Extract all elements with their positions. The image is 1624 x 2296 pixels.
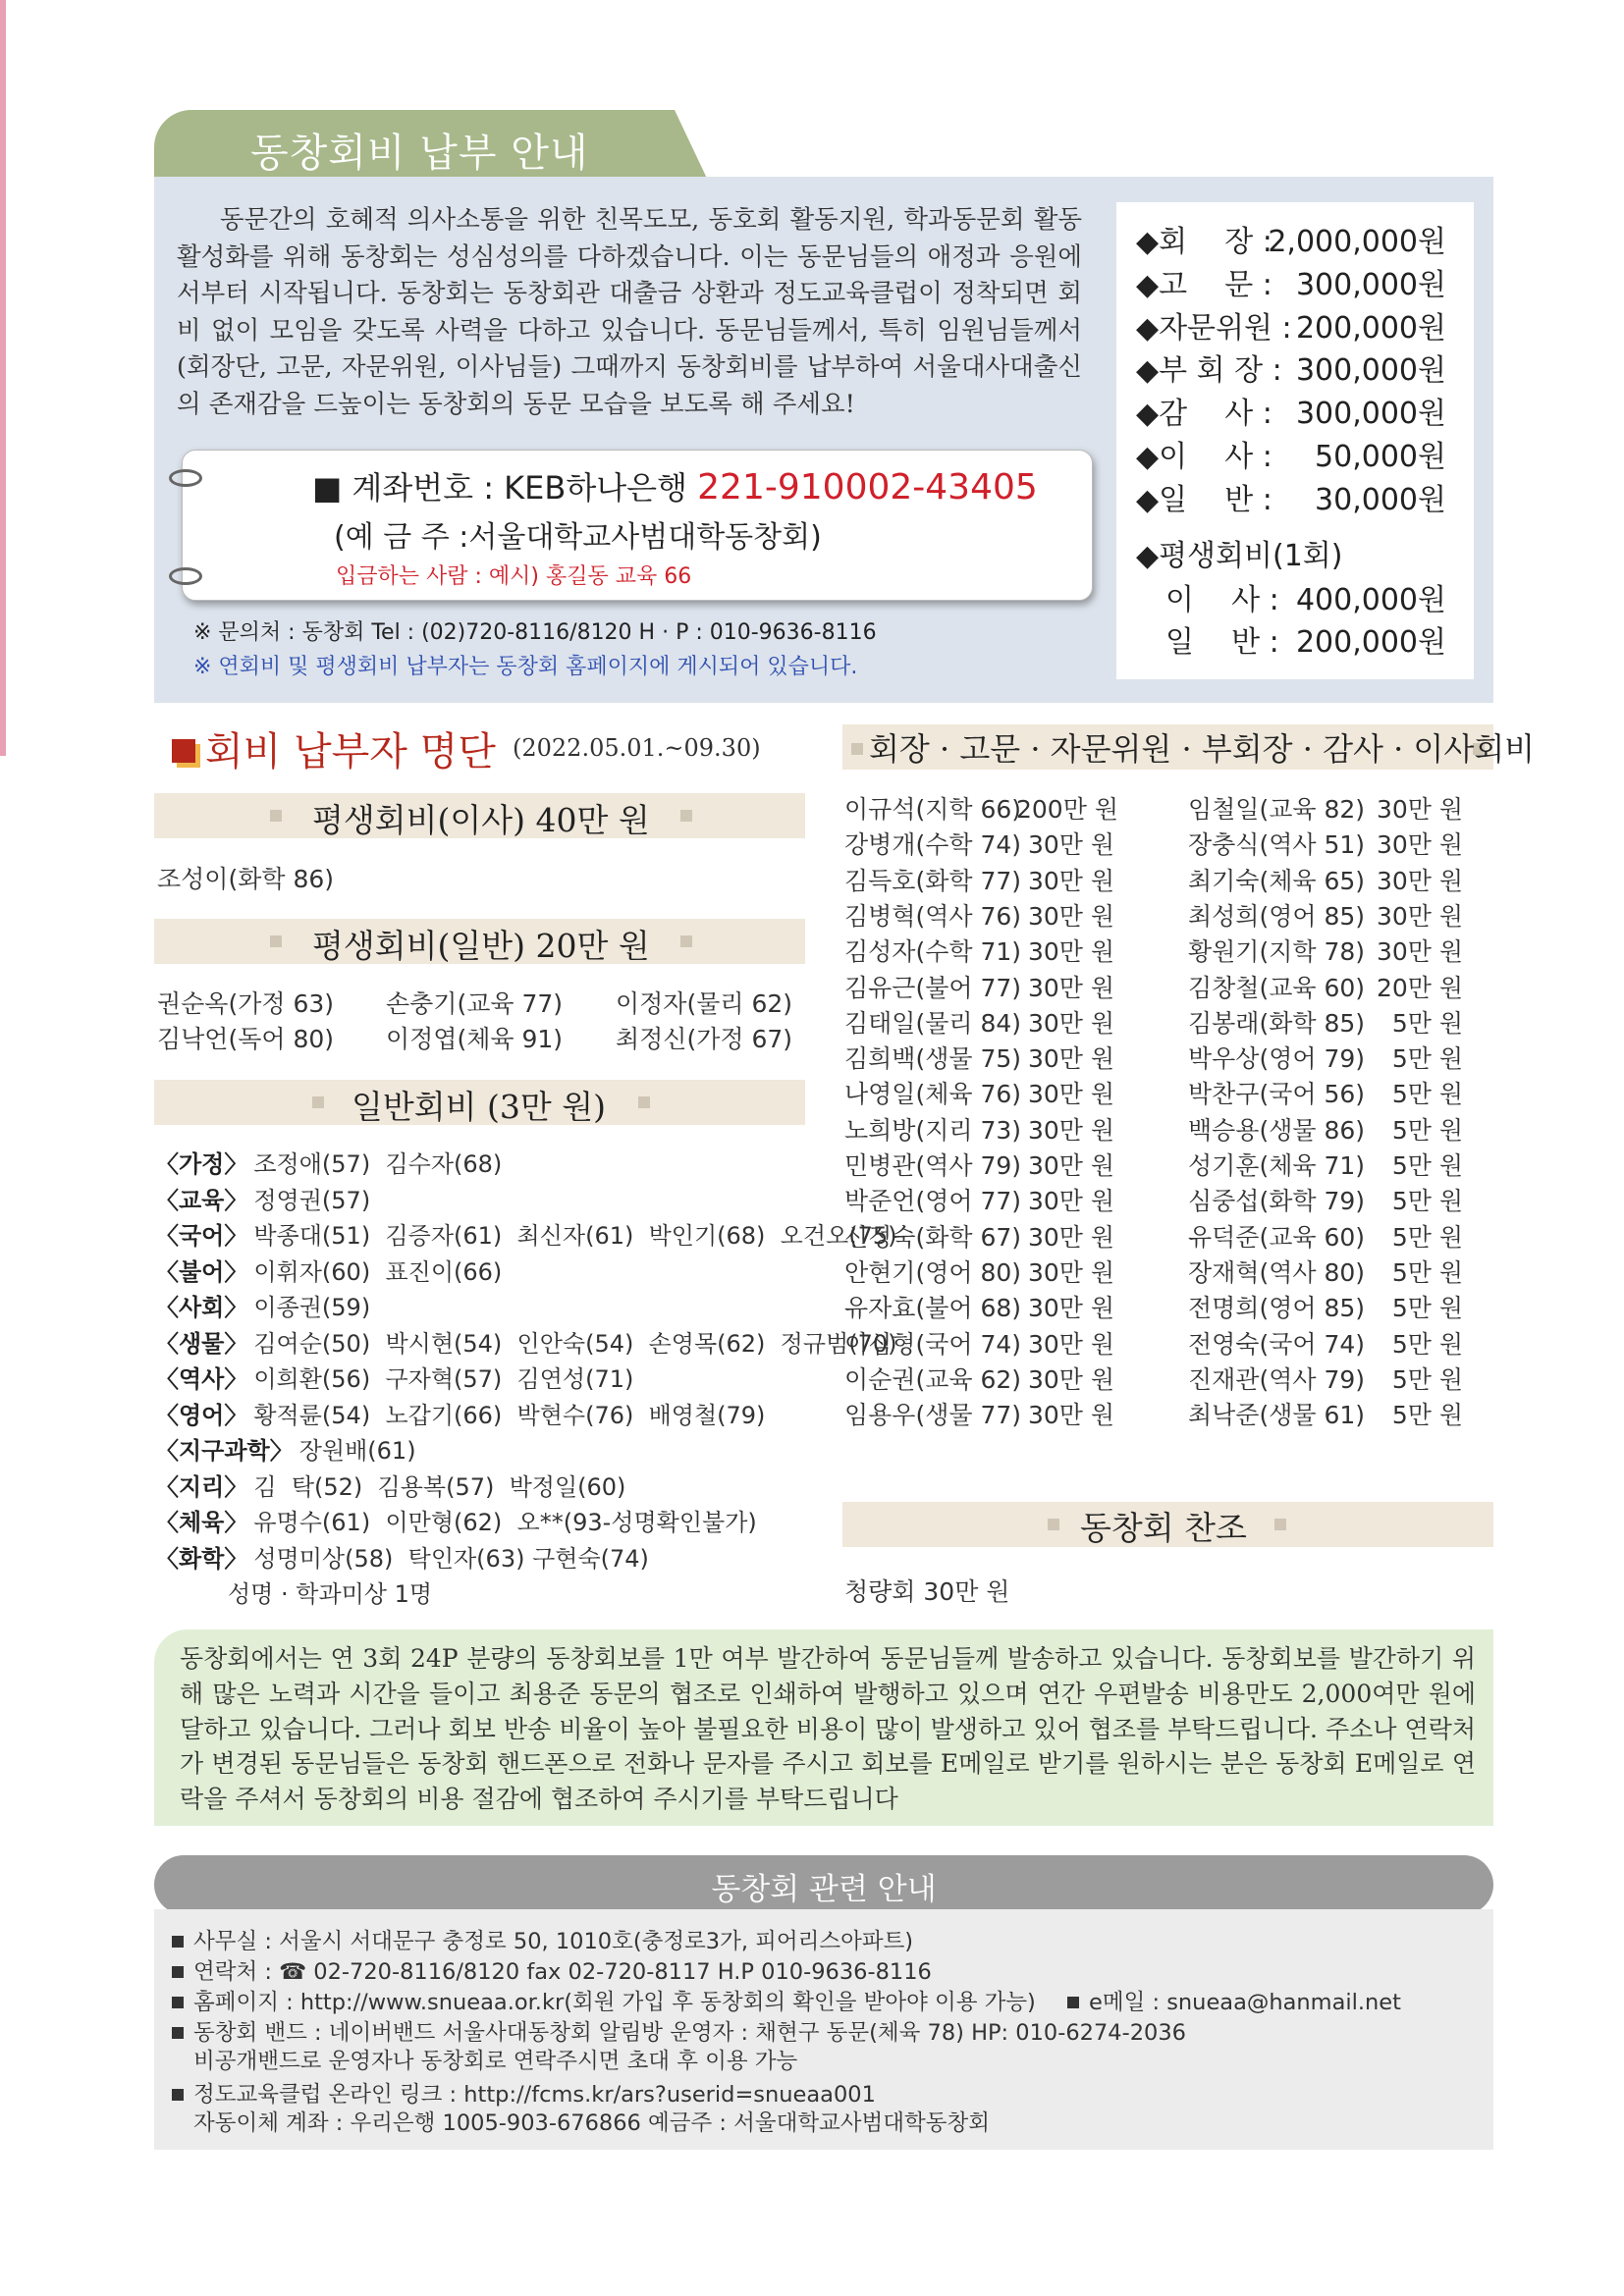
dept-label: 〈체육〉 xyxy=(155,1509,248,1536)
officer-name: 백승용(생물 86) xyxy=(1188,1115,1366,1145)
donor-name: 최정신(가정 67) xyxy=(616,1025,793,1053)
officer-name: 김태일(물리 84) xyxy=(844,1008,1022,1038)
officer-name: 김봉래(화학 85) xyxy=(1188,1008,1366,1038)
fee-label: ◆고 문 : xyxy=(1136,268,1272,302)
fee-label: 일 반 : xyxy=(1165,625,1279,660)
info-office: 사무실 : 서울시 서대문구 충정로 50, 1010호(충정로3가, 피어리스아파트) xyxy=(172,1924,913,1955)
account-holder: (예 금 주 :서울대학교사범대학동창회) xyxy=(334,520,822,555)
officer-name: 강병개(수학 74) xyxy=(844,830,1022,860)
dept-names: 김여순(50) 박시현(54) 인안숙(54) 손영목(62) 정규범(70) xyxy=(253,1329,897,1358)
fee-row xyxy=(1136,480,1470,521)
dept-names: 김 탁(52) 김용복(57) 박정일(60) xyxy=(253,1472,626,1501)
general-row xyxy=(155,1253,502,1287)
officer-name: 노희방(지리 73) xyxy=(844,1115,1022,1145)
general-row xyxy=(155,1396,765,1430)
donor-name: 김낙언(독어 80) xyxy=(157,1025,335,1053)
officer-amount: 5만 원 xyxy=(1391,1151,1463,1180)
payer-note: 입금하는 사람 : 예시) 홍길동 교육 66 xyxy=(336,564,692,589)
officer-amount: 5만 원 xyxy=(1391,1364,1463,1394)
fee-value: 300,000원 xyxy=(1295,353,1446,388)
life-director-title: 평생회비(이사) 40만 원 xyxy=(312,801,650,839)
officer-amount: 5만 원 xyxy=(1391,1294,1463,1323)
dept-label: 〈생물〉 xyxy=(155,1329,248,1358)
officer-name: 박우상(영어 79) xyxy=(1188,1044,1366,1074)
dept-label: 〈사회〉 xyxy=(155,1294,248,1321)
fee-row xyxy=(1136,308,1470,349)
band-bullet-icon xyxy=(680,810,692,822)
officer-name: 김창철(교육 60) xyxy=(1188,973,1366,1002)
officers-title: 회장 · 고문 · 자문위원 · 부회장 · 감사 · 이사회비 xyxy=(869,730,1536,768)
dept-label: 〈불어〉 xyxy=(155,1257,248,1286)
officer-amount: 30만 원 xyxy=(1027,1151,1114,1180)
officer-amount: 30만 원 xyxy=(1027,1294,1114,1323)
dept-label: 〈국어〉 xyxy=(155,1222,248,1250)
dept-label: 〈지구과학〉 xyxy=(155,1437,294,1465)
notice-line: ※ 연회비 및 평생회비 납부자는 동창회 홈페이지에 게시되어 있습니다. xyxy=(193,655,858,679)
fee-row xyxy=(1136,222,1470,263)
officer-amount: 30만 원 xyxy=(1027,901,1114,931)
officer-name: 김유근(불어 77) xyxy=(844,973,1022,1002)
general-row xyxy=(155,1181,370,1215)
band-bullet-icon xyxy=(312,1096,324,1108)
officer-amount: 20만 원 xyxy=(1376,973,1463,1002)
donor-period: (2022.05.01.~09.30) xyxy=(513,734,761,762)
dept-names: 조정애(57) 김수자(68) xyxy=(253,1150,503,1178)
dept-names: 박종대(51) 김증자(61) 최신자(61) 박인기(68) 오건오(75) xyxy=(253,1222,897,1250)
info-phone: 연락처 : ☎ 02-720-8116/8120 fax 02-720-8117 H.P 010-9636-8116 xyxy=(172,1954,932,1986)
officer-amount: 5만 원 xyxy=(1391,1187,1463,1216)
fee-value: 300,000원 xyxy=(1295,397,1446,431)
officer-name: 김성자(수학 71) xyxy=(844,937,1022,967)
dept-names: 이희환(56) 구자혁(57) 김연성(71) xyxy=(253,1365,634,1393)
fee-value: 50,000원 xyxy=(1315,440,1446,474)
officer-name: 전영숙(국어 74) xyxy=(1188,1329,1366,1359)
officer-amount: 30만 원 xyxy=(1027,866,1114,895)
band-bullet-icon xyxy=(680,935,692,947)
officer-name: 신정숙(화학 67) xyxy=(844,1222,1022,1252)
info-band-note: 비공개밴드로 운영자나 동창회로 연락주시면 초대 후 이용 가능 xyxy=(193,2049,798,2074)
dept-names: 성명미상(58) 탁인자(63) 구현숙(74) xyxy=(253,1544,649,1573)
sponsor-line: 청량회 30만 원 xyxy=(844,1577,1010,1606)
officer-amount: 30만 원 xyxy=(1027,1364,1114,1394)
band-bullet-icon xyxy=(270,935,282,947)
fee-value: 300,000원 xyxy=(1295,268,1446,302)
general-row xyxy=(155,1324,897,1359)
officer-amount: 5만 원 xyxy=(1391,1008,1463,1038)
fee-value: 200,000원 xyxy=(1295,625,1446,660)
officer-amount: 30만 원 xyxy=(1027,973,1114,1002)
info-email: e메일 : snueaa@hanmail.net xyxy=(1067,1985,1401,2016)
officer-name: 이규석(지학 66) xyxy=(844,795,1022,824)
donor-name: 이정자(물리 62) xyxy=(616,989,793,1018)
officer-amount: 30만 원 xyxy=(1027,1401,1114,1430)
officer-name: 이심형(국어 74) xyxy=(844,1329,1022,1359)
newsletter-notice: 동창회에서는 연 3회 24P 분량의 동창회보를 1만 여부 발간하여 동문님들께 발송하고 있습니다. 동창회보를 발간하기 위해 많은 노력과 시간을 들이고 최용준 동문의 협조로 인쇄하여 발행하고 있으며 연간 우편발송 비용만도 2,000여만 원에 달하고 있습니다. 그러나 회보 반송 비율이 높아 불필요한 비용이 많이 발생하고 있어 협조를 부탁드립니다. 주소나 연락처가 변경된 동문님들은 동창회 핸드폰으로 전화나 문자를 주시고 회보를 E메일로 받기를 원하시는 분은 동창회 E메일로 연락을 주셔서 동창회의 비용 절감에 협조하여 주시기를 부탁드립니다 xyxy=(180,1644,1476,1814)
dept-names: 황적륜(54) 노갑기(66) 박현수(76) 배영철(79) xyxy=(253,1401,766,1429)
officer-name: 김희백(생물 75) xyxy=(844,1044,1022,1074)
officer-name: 최기숙(체육 65) xyxy=(1188,866,1366,895)
fee-value: 200,000원 xyxy=(1295,311,1446,346)
officer-name: 이순권(교육 62) xyxy=(844,1364,1022,1394)
fee-label: ◆회 장 : xyxy=(1136,225,1272,259)
officer-name: 나영일(체육 76) xyxy=(844,1080,1022,1109)
contact-line: ※ 문의처 : 동창회 Tel : (02)720-8116/8120 H · P : 010-9636-8116 xyxy=(193,620,877,645)
officer-name: 유덕준(교육 60) xyxy=(1188,1222,1366,1252)
fee-row xyxy=(1136,265,1470,306)
officer-amount: 30만 원 xyxy=(1027,1222,1114,1252)
officer-amount: 30만 원 xyxy=(1376,830,1463,860)
officer-amount: 200만 원 xyxy=(1016,795,1118,824)
lifetime-title: ◆평생회비(1회) xyxy=(1136,539,1343,573)
fee-value: 400,000원 xyxy=(1295,583,1446,617)
officer-name: 박찬구(국어 56) xyxy=(1188,1080,1366,1109)
officer-name: 장재혁(역사 80) xyxy=(1188,1257,1366,1287)
dept-names: 성명 · 학과미상 1명 xyxy=(228,1580,433,1608)
dept-names: 이휘자(60) 표진이(66) xyxy=(253,1257,503,1286)
officer-name: 박준언(영어 77) xyxy=(844,1187,1022,1216)
officer-name: 유자효(불어 68) xyxy=(844,1294,1022,1323)
fee-value: 30,000원 xyxy=(1315,483,1446,517)
officer-amount: 5만 원 xyxy=(1391,1044,1463,1074)
officer-name: 민병관(역사 79) xyxy=(844,1151,1022,1180)
dept-label: 〈교육〉 xyxy=(155,1186,248,1214)
officer-amount: 30만 원 xyxy=(1027,1187,1114,1216)
officer-name: 황원기(지학 78) xyxy=(1188,937,1366,967)
dept-names: 유명수(61) 이만형(62) 오**(93-성명확인불가) xyxy=(253,1509,757,1536)
account-label: ■ 계좌번호 : KEB하나은행 xyxy=(312,469,687,507)
general-title: 일반회비 (3만 원) xyxy=(352,1088,606,1126)
info-title: 동창회 관련 안내 xyxy=(711,1872,937,1907)
officer-amount: 30만 원 xyxy=(1027,1044,1114,1074)
band-bullet-icon xyxy=(270,810,282,822)
officer-amount: 5만 원 xyxy=(1391,1257,1463,1287)
officer-amount: 30만 원 xyxy=(1027,1257,1114,1287)
officer-amount: 30만 원 xyxy=(1376,901,1463,931)
donor-name: 조성이(화학 86) xyxy=(157,865,335,893)
account-line xyxy=(312,463,1038,508)
section-title: 동창회비 납부 안내 xyxy=(250,131,589,176)
donor-name: 권순옥(가정 63) xyxy=(157,989,335,1018)
officer-amount: 30만 원 xyxy=(1027,1008,1114,1038)
account-number: 221-910002-43405 xyxy=(697,467,1038,507)
binder-ring-icon xyxy=(169,567,202,585)
officer-amount: 30만 원 xyxy=(1027,1080,1114,1109)
officer-amount: 5만 원 xyxy=(1391,1329,1463,1359)
fee-row xyxy=(1136,350,1470,392)
fee-label: ◆감 사 : xyxy=(1136,397,1272,431)
officer-amount: 5만 원 xyxy=(1391,1115,1463,1145)
fee-label: 이 사 : xyxy=(1165,583,1279,617)
square-bullet-icon xyxy=(172,739,195,763)
general-row xyxy=(155,1468,625,1502)
officer-amount: 30만 원 xyxy=(1027,830,1114,860)
general-row xyxy=(155,1431,416,1466)
fee-label: ◆일 반 : xyxy=(1136,483,1272,517)
fee-row xyxy=(1136,394,1470,435)
general-row xyxy=(155,1503,757,1537)
general-row xyxy=(155,1145,502,1179)
donor-title: 회비 납부자 명단 xyxy=(172,721,496,776)
dept-label: 〈지리〉 xyxy=(155,1472,248,1501)
fee-label: ◆부 회 장 : xyxy=(1136,353,1282,388)
general-row xyxy=(155,1360,633,1394)
dept-label: 〈역사〉 xyxy=(155,1365,248,1393)
officer-amount: 30만 원 xyxy=(1027,1115,1114,1145)
officer-amount: 30만 원 xyxy=(1376,937,1463,967)
officer-amount: 5만 원 xyxy=(1391,1401,1463,1430)
info-header xyxy=(154,1855,1493,1914)
officer-name: 안현기(영어 80) xyxy=(844,1257,1022,1287)
donor-name: 손충기(교육 77) xyxy=(386,989,564,1018)
dept-label: 〈화학〉 xyxy=(155,1544,248,1573)
officer-amount: 5만 원 xyxy=(1391,1222,1463,1252)
officer-amount: 30만 원 xyxy=(1376,866,1463,895)
general-row xyxy=(155,1539,649,1574)
fee-value: 2,000,000원 xyxy=(1268,225,1446,259)
binder-ring-icon xyxy=(169,469,202,487)
officer-name: 성기훈(체육 71) xyxy=(1188,1151,1366,1180)
intro-text: 동문간의 호혜적 의사소통을 위한 친목도모, 동호회 활동지원, 학과동문회 활동 활성화를 위해 동창회는 성심성의를 다하겠습니다. 이는 동문님들의 애정과 응원에서부터 시작됩니다. 동창회는 동창회관 대출금 상환과 정도교육클럽이 정착되면 회비 없이 모임을 갖도록 사력을 다하고 있습니다. 동문님들께서, 특히 임원님들께서(회장단, 고문, 자문위원, 이사님들) 그때까지 동창회비를 납부하여 서울대사대출신의 존재감을 드높이는 동창회의 동문 모습을 보도록 해 주세요! xyxy=(177,205,1082,419)
band-bullet-icon xyxy=(851,743,863,755)
general-row xyxy=(155,1216,897,1251)
band-bullet-icon xyxy=(1048,1519,1059,1530)
info-autopay: 자동이체 계좌 : 우리은행 1005-903-676866 예금주 : 서울대학교사범대학동창회 xyxy=(193,2110,990,2136)
lifetime-row xyxy=(1136,580,1470,621)
donor-name: 이정엽(체육 91) xyxy=(386,1025,564,1053)
officer-name: 최낙준(생물 61) xyxy=(1188,1401,1366,1430)
officer-amount: 30만 원 xyxy=(1376,795,1463,824)
officer-amount: 5만 원 xyxy=(1391,1080,1463,1109)
sponsor-title: 동창회 찬조 xyxy=(1080,1509,1247,1547)
dept-label: 〈영어〉 xyxy=(155,1401,248,1429)
life-general-title: 평생회비(일반) 20만 원 xyxy=(312,927,650,965)
band-bullet-icon xyxy=(638,1096,650,1108)
page-edge-bar xyxy=(0,0,6,756)
lifetime-row xyxy=(1136,622,1470,664)
officer-name: 최성희(영어 85) xyxy=(1188,901,1366,931)
fee-row xyxy=(1136,437,1470,478)
band-bullet-icon xyxy=(1274,1519,1286,1530)
general-row xyxy=(155,1288,370,1322)
officer-name: 임철일(교육 82) xyxy=(1188,795,1366,824)
officer-name: 임용우(생물 77) xyxy=(844,1401,1022,1430)
officer-name: 전명희(영어 85) xyxy=(1188,1294,1366,1323)
info-club: 정도교육클럽 온라인 링크 : http://fcms.kr/ars?userid=snueaa001 xyxy=(172,2077,876,2109)
officer-name: 김병혁(역사 76) xyxy=(844,901,1022,931)
dept-names: 이종권(59) xyxy=(253,1294,371,1321)
general-row xyxy=(155,1575,432,1609)
officer-name: 김득호(화학 77) xyxy=(844,866,1022,895)
officer-name: 진재관(역사 79) xyxy=(1188,1364,1366,1394)
officer-name: 심중섭(화학 79) xyxy=(1188,1187,1366,1216)
info-homepage: 홈페이지 : http://www.snueaa.or.kr(회원 가입 후 동창회의 확인을 받아야 이용 가능) xyxy=(172,1985,1036,2016)
officer-amount: 30만 원 xyxy=(1027,937,1114,967)
dept-names: 장원배(61) xyxy=(298,1437,416,1465)
dept-names: 정영권(57) xyxy=(253,1186,371,1214)
info-band: 동창회 밴드 : 네이버밴드 서울사대동창회 알림방 운영자 : 채현구 동문(체육 78) HP: 010-6274-2036 xyxy=(172,2015,1186,2047)
officer-name: 장충식(역사 51) xyxy=(1188,830,1366,860)
dept-label: 〈가정〉 xyxy=(155,1150,248,1178)
fee-label: ◆이 사 : xyxy=(1136,440,1272,474)
fee-label: ◆자문위원 : xyxy=(1136,311,1292,346)
officer-amount: 30만 원 xyxy=(1027,1329,1114,1359)
